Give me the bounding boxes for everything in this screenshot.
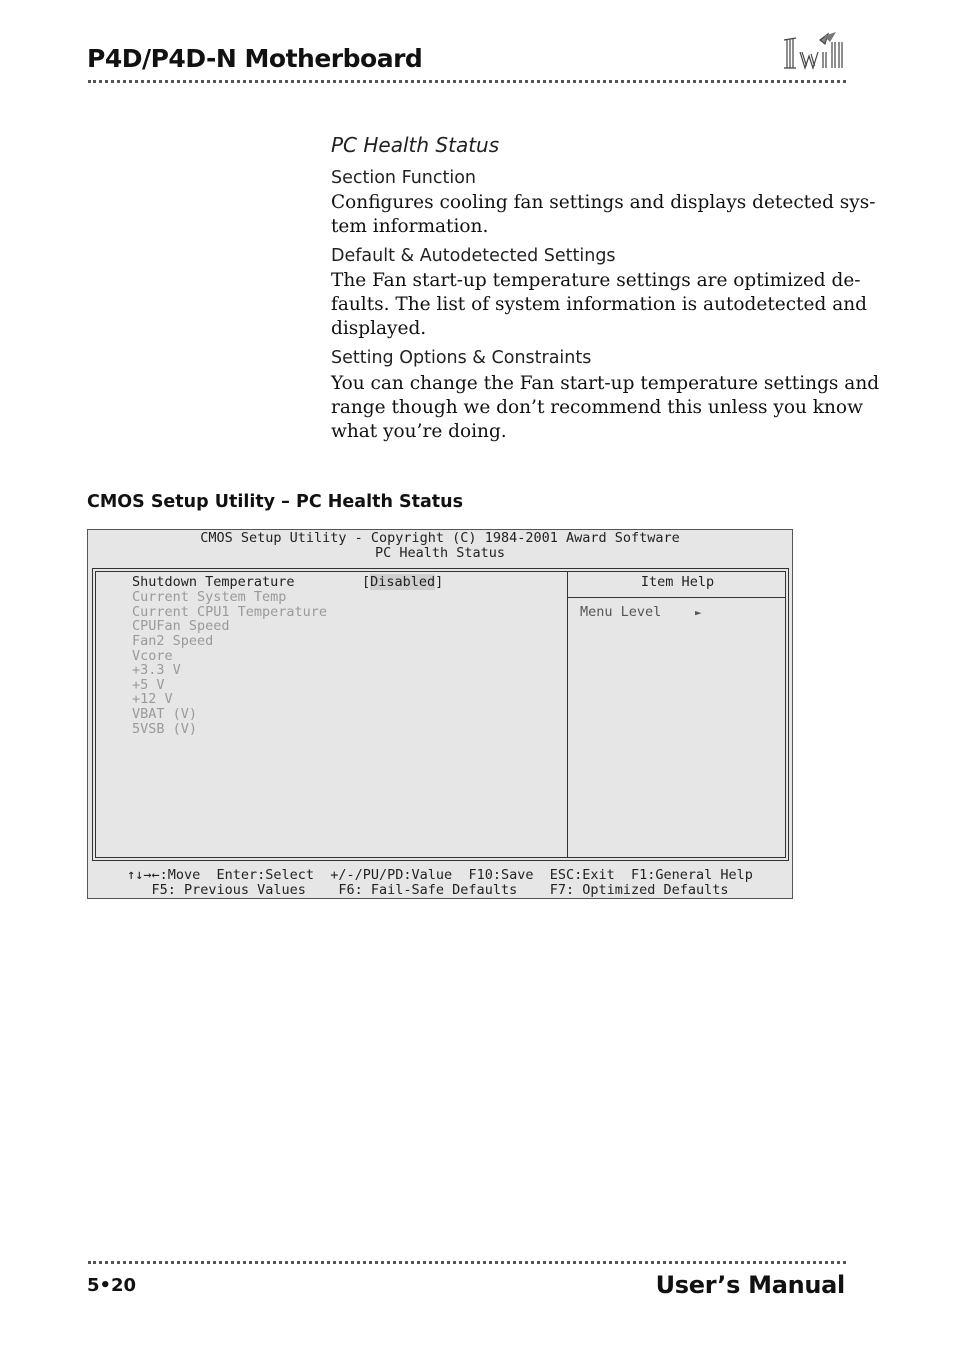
paragraph-line: Configures cooling fan settings and displays detected sys- (331, 192, 876, 213)
paragraph-line: displayed. (331, 318, 427, 339)
setting-fan2-speed: Fan2 Speed (132, 633, 214, 649)
paragraph-line: You can change the Fan start-up temperature settings and (331, 373, 880, 394)
footer-dotted-rule (88, 1261, 846, 1264)
paragraph-line: what you’re doing. (331, 421, 507, 442)
paragraph-line: tem information. (331, 216, 489, 237)
setting-5vsb: 5VSB (V) (132, 721, 198, 737)
paragraph-line: faults. The list of system information is autodetected and (331, 294, 867, 315)
paragraph-setting-options (331, 372, 880, 444)
page-number: 5•20 (87, 1275, 137, 1296)
setting-current-cpu1-temperature: Current CPU1 Temperature (132, 604, 328, 620)
value-disabled[interactable]: Disabled (370, 574, 436, 590)
header-dotted-rule (88, 80, 846, 83)
setting-3v3: +3.3 V (132, 662, 181, 678)
setting-5v: +5 V (132, 677, 165, 693)
paragraph-default-settings (331, 269, 867, 341)
bios-screen (87, 529, 793, 899)
setting-shutdown-temperature[interactable]: Shutdown Temperature (132, 574, 295, 590)
menu-level-arrow-icon: ► (695, 606, 702, 619)
setting-vcore: Vcore (132, 648, 173, 664)
menu-level-label: Menu Level (580, 604, 662, 620)
paragraph-line: The Fan start-up temperature settings are optimized de- (331, 270, 861, 291)
iwill-logo (778, 30, 848, 76)
item-help-title: Item Help (640, 574, 715, 590)
bios-title: CMOS Setup Utility - Copyright (C) 1984-2001 Award Software (200, 530, 680, 546)
paragraph-line: range though we don’t recommend this unless you know (331, 397, 863, 418)
bios-key-help-line2: F5: Previous Values F6: Fail-Safe Defaults F7: Optimized Defaults (151, 882, 729, 898)
footer-manual-title: User’s Manual (655, 1271, 845, 1299)
subhead-default-settings: Default & Autodetected Settings (331, 246, 616, 266)
subhead-section-function: Section Function (331, 168, 477, 188)
bios-subtitle: PC Health Status (374, 545, 506, 561)
setting-shutdown-temperature-value[interactable] (362, 575, 443, 590)
section-title: PC Health Status (331, 133, 500, 157)
bracket-close: ] (435, 574, 444, 590)
setting-vbat: VBAT (V) (132, 706, 198, 722)
setting-12v: +12 V (132, 691, 173, 707)
setting-cpufan-speed: CPUFan Speed (132, 618, 230, 634)
subhead-setting-options: Setting Options & Constraints (331, 348, 592, 368)
bios-panel-divider (567, 571, 568, 858)
bios-key-help-line1: ↑↓→←:Move Enter:Select +/-/PU/PD:Value F10:Save ESC:Exit F1:General Help (127, 867, 753, 883)
page-header-title: P4D/P4D-N Motherboard (87, 44, 423, 73)
figure-caption: CMOS Setup Utility – PC Health Status (87, 492, 464, 512)
bios-help-separator (568, 597, 785, 598)
paragraph-section-function (331, 191, 876, 239)
setting-current-system-temp: Current System Temp (132, 589, 287, 605)
bracket-open: [ (362, 574, 371, 590)
